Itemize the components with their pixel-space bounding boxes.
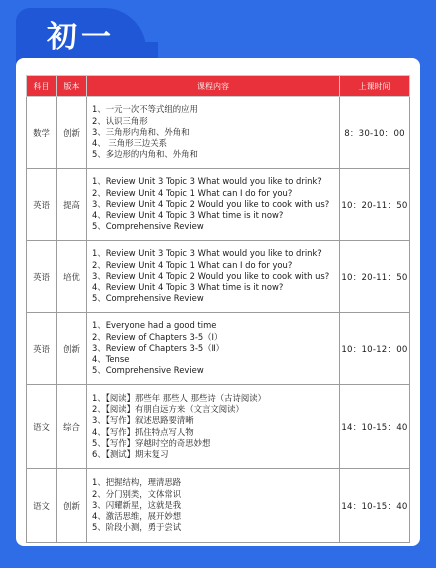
subject-cell: 英语 — [27, 169, 57, 241]
content-cell — [87, 241, 340, 313]
edition-cell: 创新 — [57, 97, 87, 169]
lesson-line: 4、激活思维，展开妙想 — [92, 511, 182, 522]
time-cell: 8：30-10：00 — [340, 97, 410, 169]
lesson-line: 1、Review Unit 3 Topic 3 What would you like to drink? — [92, 248, 322, 259]
lesson-line: 1、一元一次不等式组的应用 — [92, 104, 198, 115]
lesson-line: 2、分门别类，文体常识 — [92, 488, 182, 499]
lesson-line: 3、Review Unit 4 Topic 2 Would you like to cook with us? — [92, 270, 330, 281]
lesson-line: 2、Review Unit 4 Topic 1 What can I do for you? — [92, 259, 293, 270]
column-header-edition: 版本 — [57, 76, 87, 97]
table-row — [27, 241, 410, 313]
content-cell — [87, 385, 340, 469]
lesson-line: 2、Review Unit 4 Topic 1 What can I do for you? — [92, 187, 293, 198]
content-cell — [87, 469, 340, 543]
lesson-line: 4、Tense — [92, 354, 130, 365]
lesson-line: 5、Comprehensive Review — [92, 221, 204, 232]
lesson-line: 1、Everyone had a good time — [92, 320, 217, 331]
content-cell — [87, 97, 340, 169]
lesson-line: 3、三角形内角和、外角和 — [92, 126, 190, 137]
subject-cell: 语文 — [27, 469, 57, 543]
lesson-line: 5、阶段小测，勇于尝试 — [92, 522, 182, 533]
lesson-line: 5、Comprehensive Review — [92, 365, 204, 376]
content-cell — [87, 313, 340, 385]
lesson-line: 3、闪耀新星，这就是我 — [92, 499, 182, 510]
table-row — [27, 313, 410, 385]
lesson-line: 1、Review Unit 3 Topic 3 What would you like to drink? — [92, 176, 322, 187]
lesson-line: 2、Review of Chapters 3-5（Ⅰ） — [92, 331, 223, 342]
time-cell: 10：20-11：50 — [340, 169, 410, 241]
lesson-line: 3、Review of Chapters 3-5（Ⅱ） — [92, 342, 225, 353]
lesson-line: 2、【阅读】有朋自远方来（文言文阅读） — [92, 404, 244, 415]
schedule-panel — [16, 58, 420, 546]
time-cell: 14：10-15：40 — [340, 385, 410, 469]
time-cell: 14：10-15：40 — [340, 469, 410, 543]
lesson-line: 4、 三角形三边关系 — [92, 138, 167, 149]
lesson-line: 4、【写作】抓住特点写人物 — [92, 426, 194, 437]
column-header-time: 上课时间 — [340, 76, 410, 97]
lesson-line: 5、Comprehensive Review — [92, 293, 204, 304]
subject-cell: 语文 — [27, 385, 57, 469]
lesson-line: 2、认识三角形 — [92, 115, 148, 126]
lesson-line: 4、Review Unit 4 Topic 3 What time is it now? — [92, 282, 284, 293]
content-cell — [87, 169, 340, 241]
table-row — [27, 385, 410, 469]
table-header-row — [27, 76, 410, 97]
column-header-content: 课程内容 — [87, 76, 340, 97]
edition-cell: 创新 — [57, 469, 87, 543]
lesson-line: 3、Review Unit 4 Topic 2 Would you like to cook with us? — [92, 198, 330, 209]
lesson-line: 4、Review Unit 4 Topic 3 What time is it now? — [92, 210, 284, 221]
lesson-line: 1、【阅读】那些年 那些人 那些诗（古诗阅读） — [92, 392, 266, 403]
time-cell: 10：10-12：00 — [340, 313, 410, 385]
edition-cell: 提高 — [57, 169, 87, 241]
grade-title: 初一 — [47, 20, 115, 55]
subject-cell: 英语 — [27, 241, 57, 313]
column-header-subject: 科目 — [27, 76, 57, 97]
edition-cell: 培优 — [57, 241, 87, 313]
time-cell: 10：20-11：50 — [340, 241, 410, 313]
subject-cell: 英语 — [27, 313, 57, 385]
bottom-bar — [0, 546, 436, 568]
table-row — [27, 469, 410, 543]
lesson-line: 1、把握结构，理清思路 — [92, 477, 182, 488]
schedule-table — [26, 75, 410, 543]
edition-cell: 创新 — [57, 313, 87, 385]
lesson-line: 5、【写作】穿越时空的奇思妙想 — [92, 437, 211, 448]
lesson-line: 5、多边形的内角和、外角和 — [92, 149, 198, 160]
table-row — [27, 169, 410, 241]
table-row — [27, 97, 410, 169]
subject-cell: 数学 — [27, 97, 57, 169]
lesson-line: 3、【写作】叙述思路要清晰 — [92, 415, 194, 426]
lesson-line: 6、【测试】期末复习 — [92, 448, 169, 459]
edition-cell: 综合 — [57, 385, 87, 469]
